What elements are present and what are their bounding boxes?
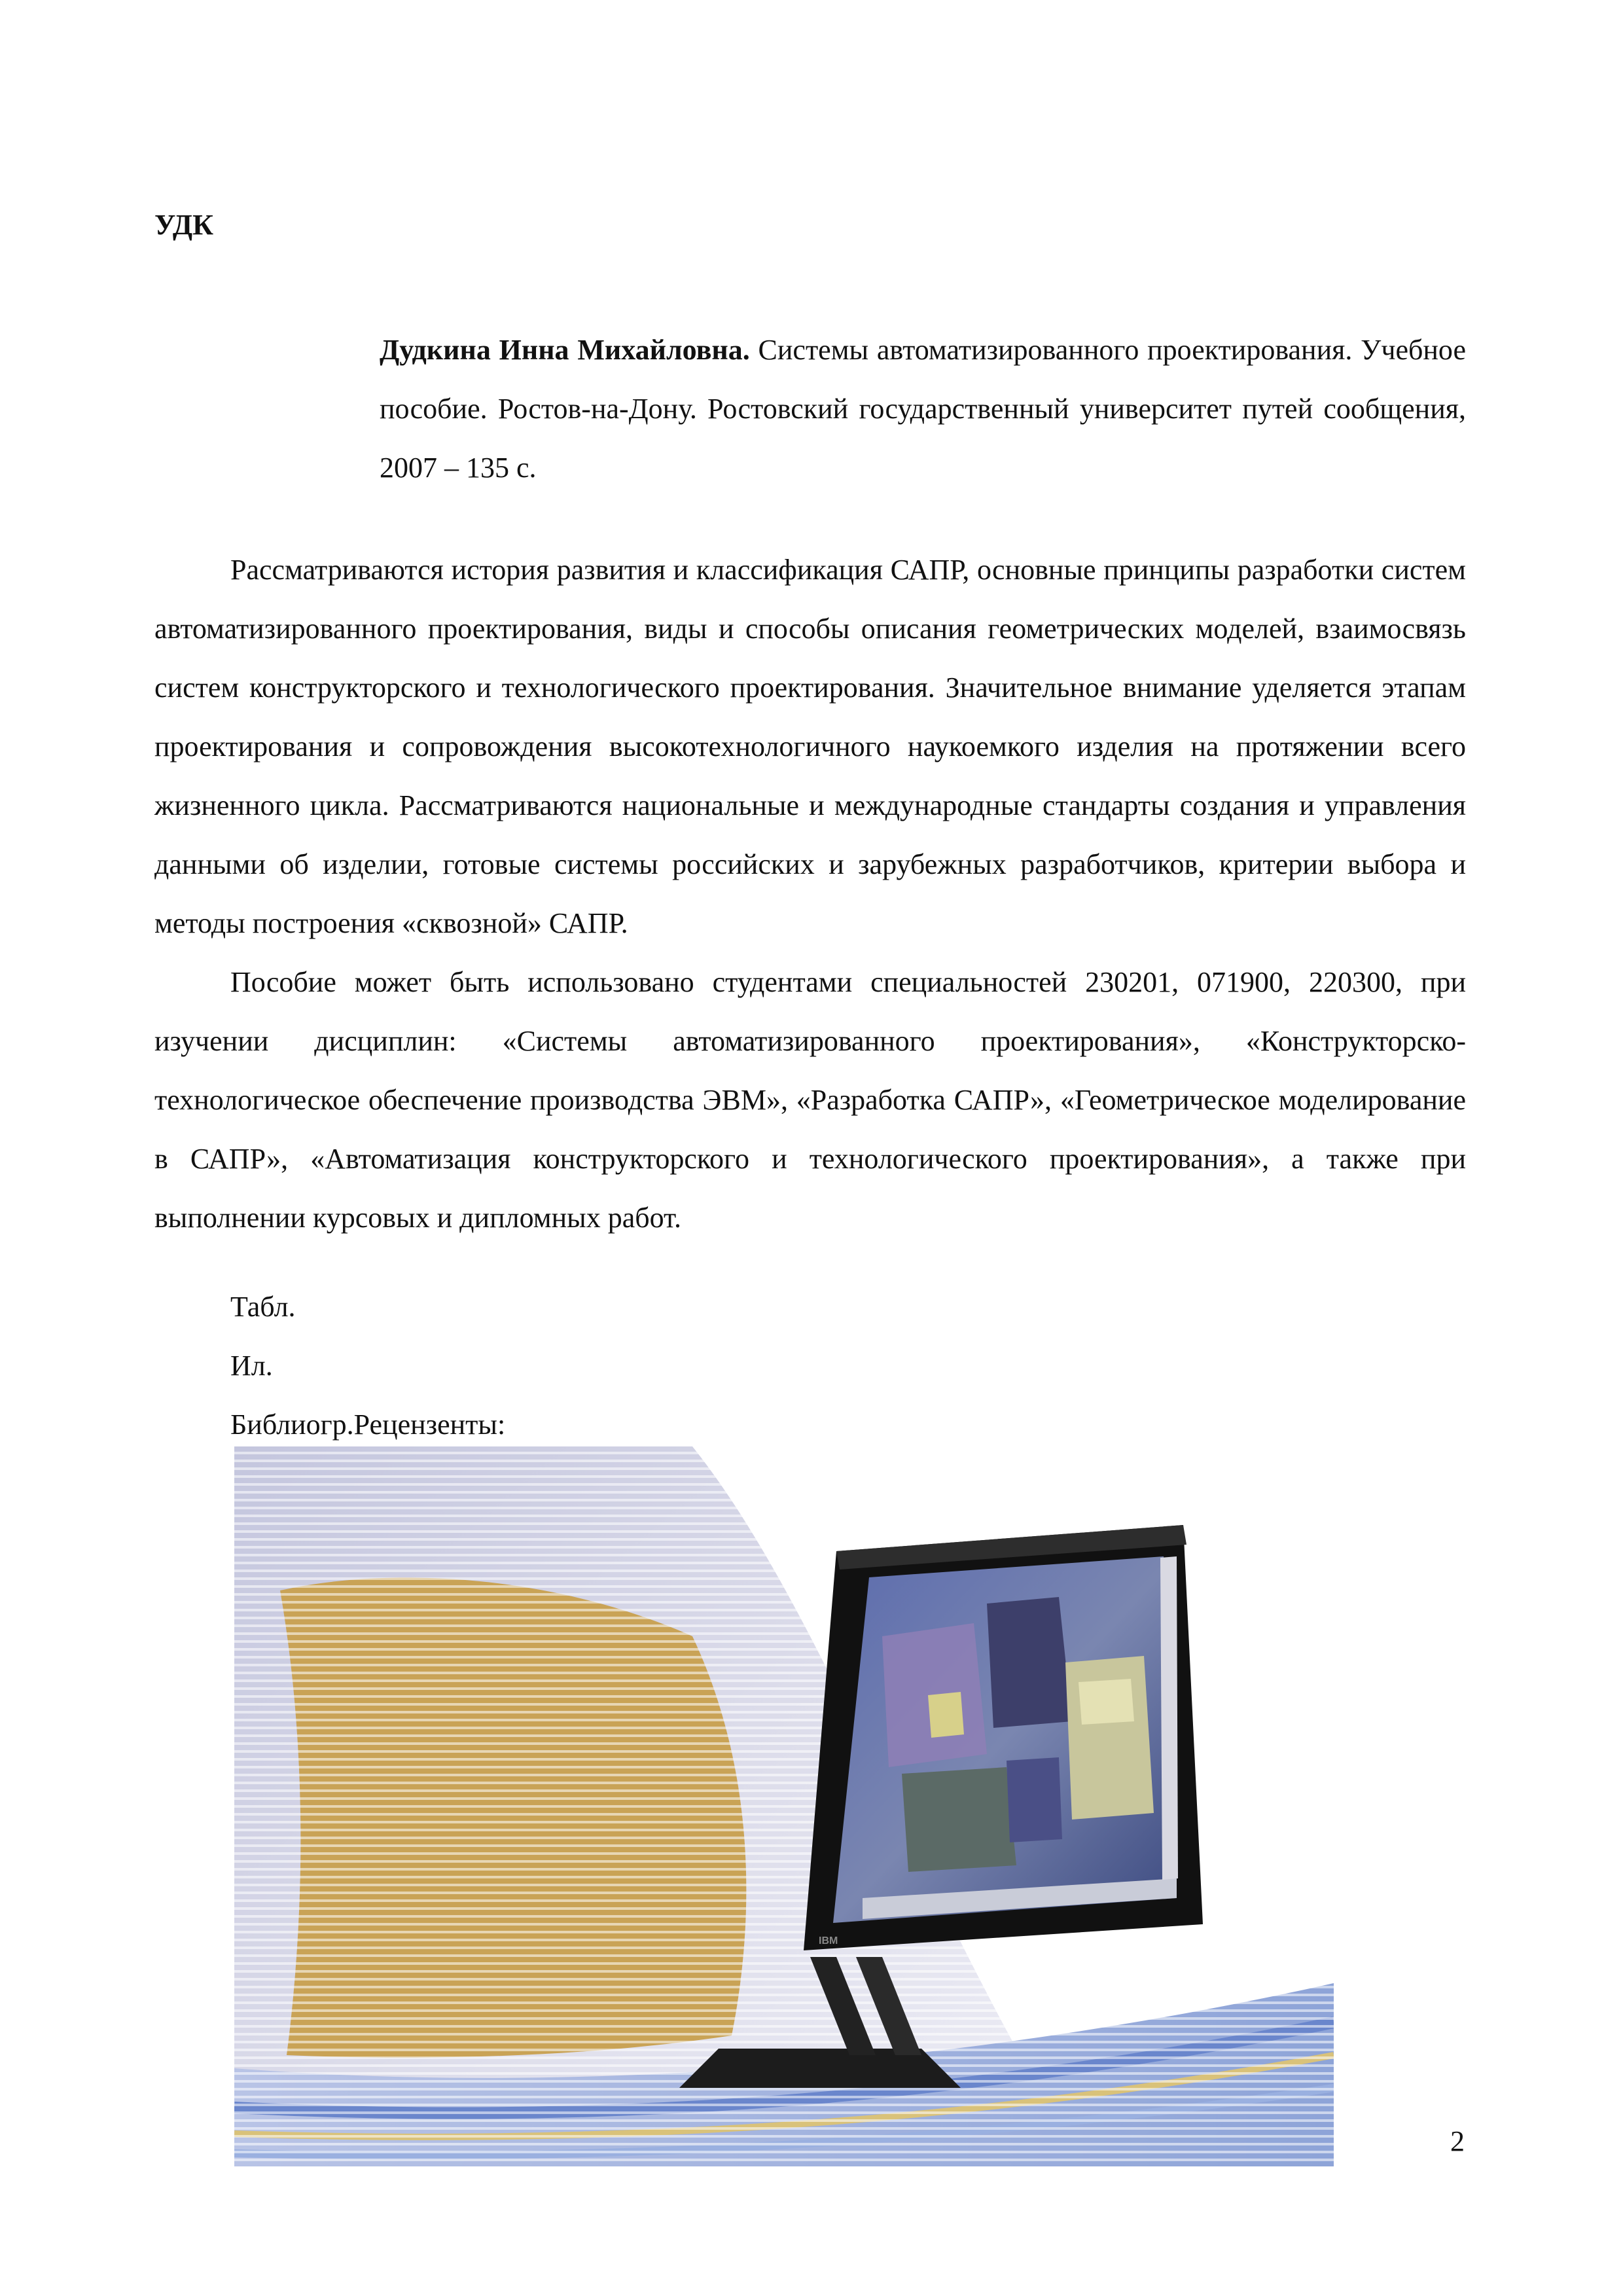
tables-line: Табл.: [230, 1291, 296, 1323]
abstract-paragraph-2: Пособие может быть использовано студентами специальностей 230201, 071900, 220300, при изучении дисциплин: «Системы автоматизированного проектирования», «Конструкторско-технологическое обеспечение производства ЭВМ», «Разработка САПР», «Геометрическое моделирование в САПР», «Автоматизация конструкторского и технологического проектирования», а также при выполнении курсовых и дипломных работ.: [154, 966, 1466, 1234]
illustrations-line: Ил.: [230, 1350, 273, 1382]
author-name: Дудкина Инна Михайловна.: [380, 334, 750, 366]
page-number: 2: [1450, 2125, 1465, 2157]
cover-illustration: [234, 1446, 1334, 2166]
svg-text:IBM: IBM: [819, 1935, 838, 1946]
abstract: [154, 541, 1466, 1247]
bibliographic-reference: [380, 321, 1466, 497]
udk-heading: УДК: [154, 209, 214, 241]
bibliography-reviewers-line: Библиогр.Рецензенты:: [230, 1408, 506, 1441]
abstract-paragraph-1: Рассматриваются история развития и классификация САПР, основные принципы разработки систем автоматизированного проектирования, виды и способы описания геометрических моделей, взаимосвязь систем конструкторского и технологического проектирования. Значительное внимание уделяется этапам проектирования и сопровождения высокотехнологичного наукоемкого изделия на протяжении всего жизненного цикла. Рассматриваются национальные и международные стандарты создания и управления данными об изделии, готовые системы российских и зарубежных разработчиков, критерии выбора и методы построения «сквозной» САПР.: [154, 554, 1466, 939]
citation-text: Системы автоматизированного проектирования. Учебное пособие. Ростов-на-Дону. Ростовский государственный университет путей сообщения, 2007 – 135 с.: [380, 334, 1466, 484]
